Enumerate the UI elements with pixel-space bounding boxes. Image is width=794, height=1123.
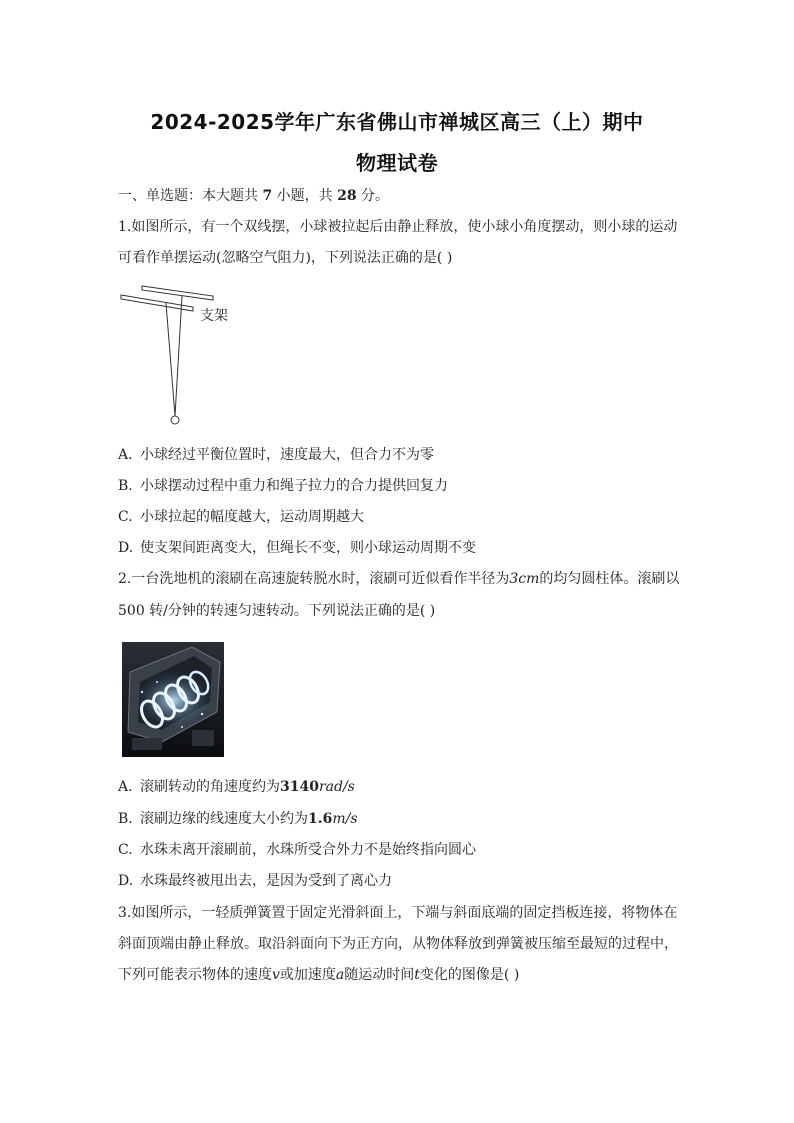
support-bar-back — [142, 286, 213, 300]
string-right — [175, 296, 182, 416]
pendulum-ball — [171, 416, 179, 424]
q1-option-a: A. 小球经过平衡位置时，速度最大，但合力不为零 — [118, 447, 434, 463]
q2-option-c: C. 水珠未离开滚刷前，水珠所受合外力不是始终指向圆心 — [118, 842, 476, 858]
page-subtitle: 物理试卷 — [356, 151, 438, 175]
q1-option-b: B. 小球摆动过程中重力和绳子拉力的合力提供回复力 — [118, 478, 448, 494]
q1-stem-line2: 可看作单摆运动(忽略空气阻力)，下列说法正确的是( ) — [118, 250, 453, 266]
q2-roller-brush-photo — [122, 642, 224, 757]
q1-pendulum-figure — [118, 280, 248, 430]
q2-option-b: B. 滚刷边缘的线速度大小约为1.6m/s — [118, 811, 358, 827]
q2-stem-line1: 2.一台洗地机的滚刷在高速旋转脱水时，滚刷可近似看作半径为3cm的均匀圆柱体。滚刷以 — [118, 571, 680, 587]
q1-option-d: D. 使支架间距离变大，但绳长不变，则小球运动周期不变 — [118, 540, 476, 556]
support-label: 支架 — [200, 308, 228, 324]
string-left — [166, 303, 175, 416]
q1-option-c: C. 小球拉起的幅度越大，运动周期越大 — [118, 509, 364, 525]
q1-stem-line1: 1.如图所示，有一个双线摆，小球被拉起后由静止释放，使小球小角度摆动，则小球的运动 — [118, 219, 678, 235]
page-title: 2024-2025学年广东省佛山市禅城区高三（上）期中 — [150, 110, 644, 134]
q3-stem-line3: 下列可能表示物体的速度v或加速度a随运动时间t变化的图像是( ) — [118, 967, 520, 983]
q3-stem-line2: 斜面顶端由静止释放。取沿斜面向下为正方向，从物体释放到弹簧被压缩至最短的过程中， — [118, 936, 678, 952]
q3-stem-line1: 3.如图所示，一轻质弹簧置于固定光滑斜面上，下端与斜面底端的固定挡板连接，将物体在 — [118, 905, 678, 921]
q2-option-d: D. 水珠最终被甩出去，是因为受到了离心力 — [118, 873, 392, 889]
q2-option-a: A. 滚刷转动的角速度约为3140rad/s — [118, 779, 355, 795]
section-heading: 一、单选题：本大题共 7 小题，共 28 分。 — [118, 188, 390, 204]
q2-stem-line2: 500 转/分钟的转速匀速转动。下列说法正确的是( ) — [118, 603, 436, 619]
